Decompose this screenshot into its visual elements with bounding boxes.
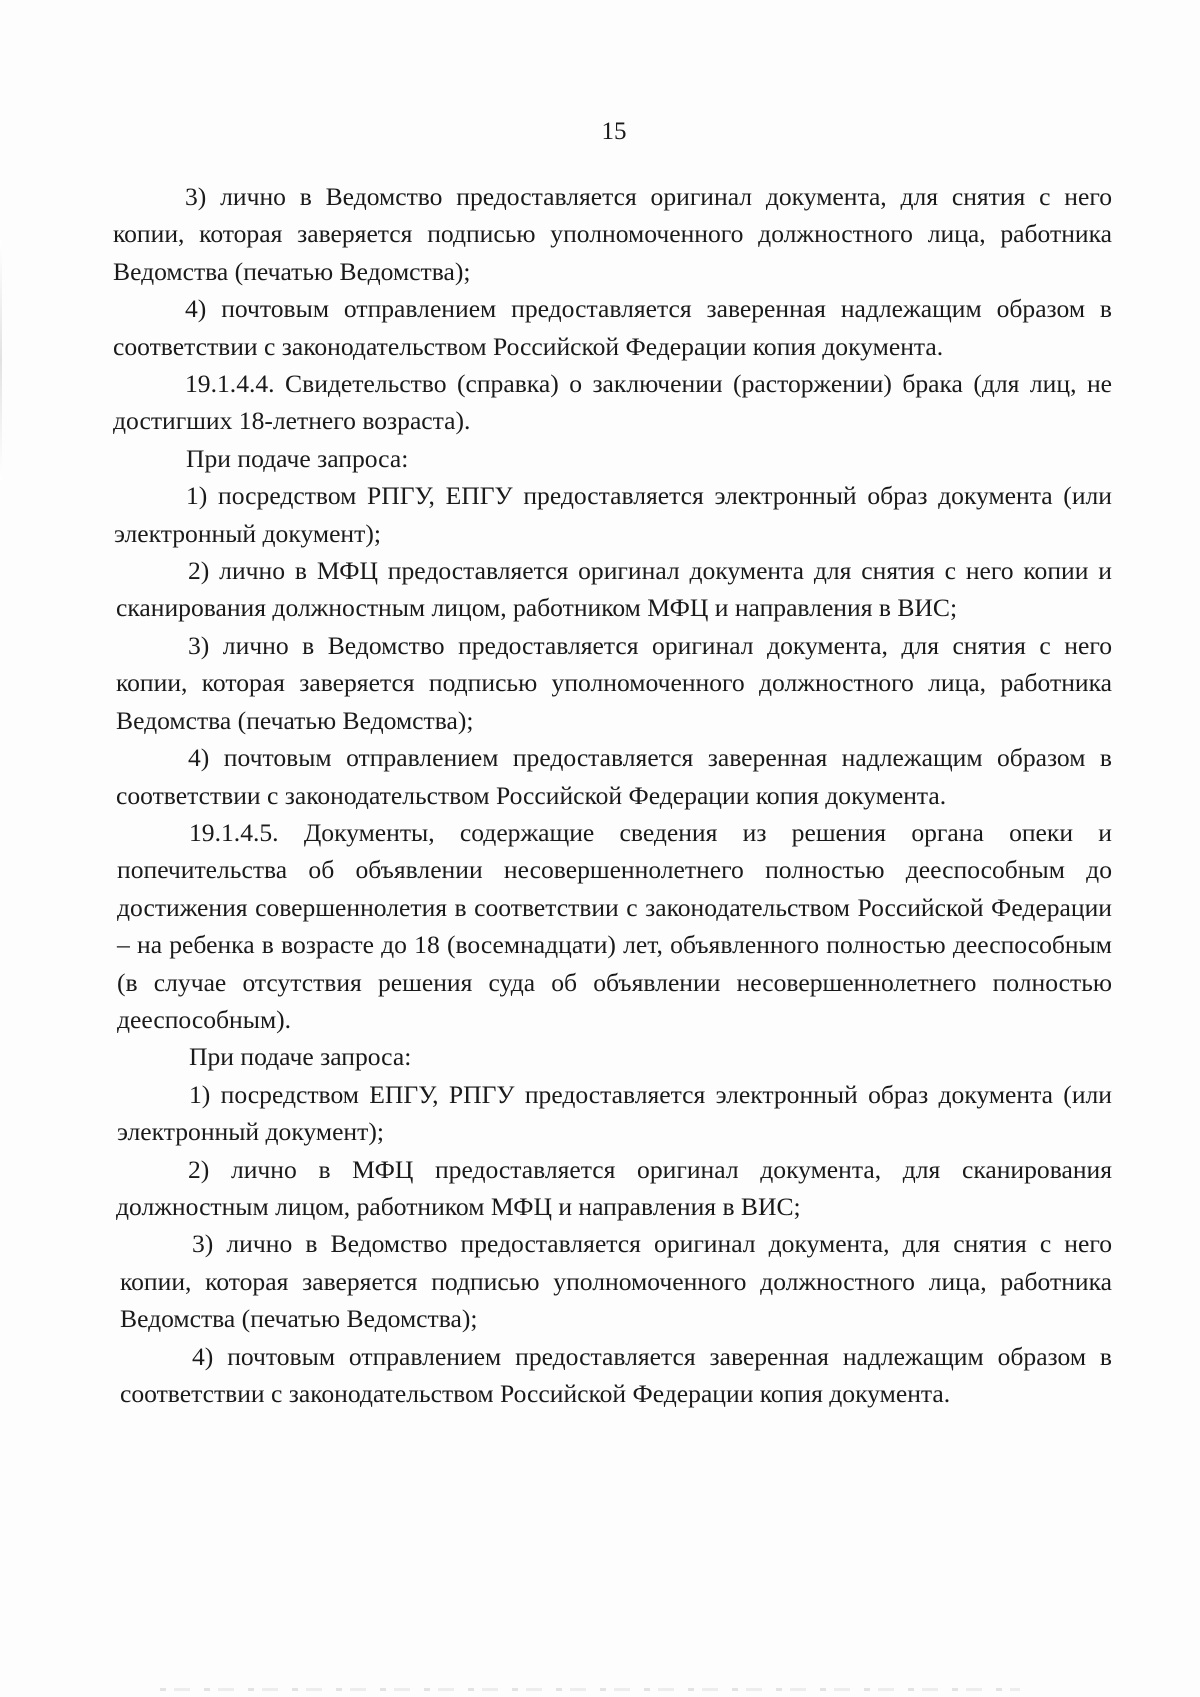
paragraph-postal-1: 4) почтовым отправлением предоставляется заверенная надлежащим образом в соответствии с законодательством Российской Федерации копия документа. <box>113 294 1112 361</box>
paragraph-request-intro-2: При подаче запроса: <box>189 1042 412 1072</box>
page-number: 15 <box>601 118 627 145</box>
scan-edge-mark <box>0 240 2 480</box>
scan-noise-strip <box>160 1688 1020 1691</box>
paragraph-in-person-agency-2: 3) лично в Ведомство предоставляется оригинал документа, для снятия с него копии, которая заверяется подписью уполномоченного должностного лица, работника Ведомства (печатью Ведомства); <box>116 630 1112 735</box>
paragraph-section-19-1-4-4: 19.1.4.4. Свидетельство (справка) о заключении (расторжении) брака (для лиц, не достигших 18-летнего возраста). <box>113 369 1112 436</box>
paragraph-section-19-1-4-5: 19.1.4.5. Документы, содержащие сведения из решения органа опеки и попечительства об объявлении несовершеннолетнего полностью дееспособным до достижения совершеннолетия в соответствии с законодательством Российской Федерации – на ребенка в возрасте до 18 (восемнадцати) лет, объявленного полностью дееспособным (в случае отсутствия решения суда об объявлении несовершеннолетнего полностью дееспособным). <box>117 817 1112 1034</box>
document-body <box>113 178 1112 1412</box>
paragraph-portal-1: 1) посредством РПГУ, ЕПГУ предоставляется электронный образ документа (или электронный документ); <box>114 481 1112 548</box>
paragraph-portal-2: 1) посредством ЕПГУ, РПГУ предоставляется электронный образ документа (или электронный документ); <box>117 1079 1112 1147</box>
paragraph-postal-3: 4) почтовым отправлением предоставляется заверенная надлежащим образом в соответствии с законодательством Российской Федерации копия документа. <box>120 1341 1112 1408</box>
paragraph-mfc-2: 2) лично в МФЦ предоставляется оригинал документа, для сканирования должностным лицом, работником МФЦ и направления в ВИС; <box>116 1154 1112 1221</box>
paragraph-request-intro-1: При подаче запроса: <box>186 443 409 473</box>
paragraph-in-person-agency-1: 3) лично в Ведомство предоставляется оригинал документа, для снятия с него копии, которая заверяется подписью уполномоченного должностного лица, работника Ведомства (печатью Ведомства); <box>113 182 1112 286</box>
paragraph-in-person-agency-3: 3) лично в Ведомство предоставляется оригинал документа, для снятия с него копии, которая заверяется подписью уполномоченного должностного лица, работника Ведомства (печатью Ведомства); <box>120 1229 1112 1334</box>
paragraph-postal-2: 4) почтовым отправлением предоставляется заверенная надлежащим образом в соответствии с законодательством Российской Федерации копия документа. <box>116 743 1112 810</box>
paragraph-mfc-1: 2) лично в МФЦ предоставляется оригинал документа для снятия с него копии и сканирования должностным лицом, работником МФЦ и направления в ВИС; <box>116 556 1112 623</box>
